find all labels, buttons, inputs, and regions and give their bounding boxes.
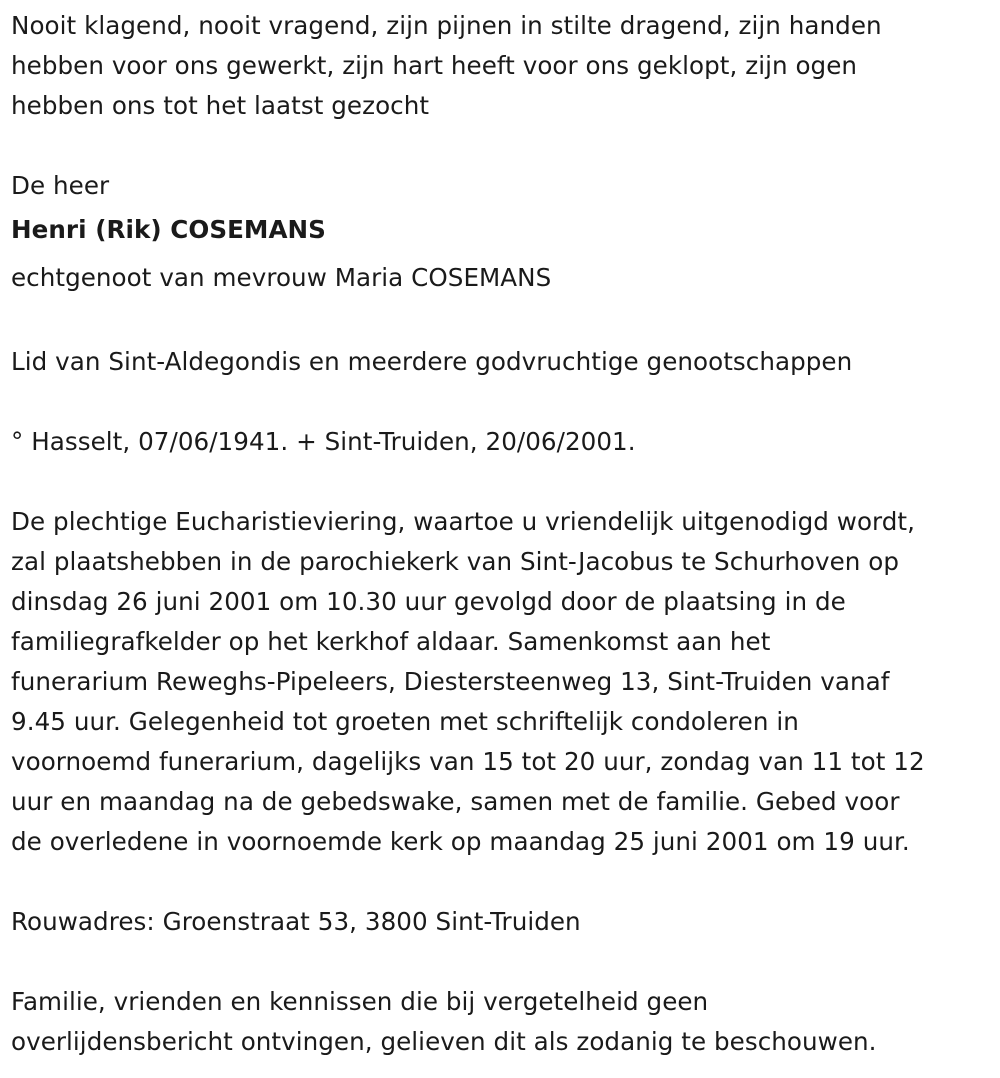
ceremony-line: familiegrafkelder op het kerkhof aldaar. Samenkomst aan het (11, 627, 771, 656)
closing-paragraph (11, 982, 990, 1062)
spouse-line: echtgenoot van mevrouw Maria COSEMANS (11, 263, 552, 292)
intro-line: hebben voor ons gewerkt, zijn hart heeft voor ons geklopt, zijn ogen (11, 51, 858, 80)
ceremony-line: De plechtige Eucharistieviering, waartoe u vriendelijk uitgenodigd wordt, (11, 507, 915, 536)
ceremony-line: zal plaatshebben in de parochiekerk van Sint-Jacobus te Schurhoven op (11, 547, 900, 576)
birth-death-line: ° Hasselt, 07/06/1941. + Sint-Truiden, 20/06/2001. (11, 427, 636, 456)
salutation: De heer (11, 171, 110, 200)
mourning-address: Rouwadres: Groenstraat 53, 3800 Sint-Truiden (11, 907, 581, 936)
spacer (11, 382, 990, 422)
ceremony-line: uur en maandag na de gebedswake, samen met de familie. Gebed voor (11, 787, 900, 816)
intro-verse (11, 6, 990, 126)
spacer (11, 302, 990, 342)
ceremony-line: voornoemd funerarium, dagelijks van 15 tot 20 uur, zondag van 11 tot 12 (11, 747, 925, 776)
closing-line: overlijdensbericht ontvingen, gelieven dit als zodanig te beschouwen. (11, 1027, 877, 1056)
spacer (11, 126, 990, 166)
intro-line: Nooit klagend, nooit vragend, zijn pijnen in stilte dragend, zijn handen (11, 11, 882, 40)
intro-line: hebben ons tot het laatst gezocht (11, 91, 430, 120)
spacer (11, 942, 990, 982)
closing-line: Familie, vrienden en kennissen die bij vergetelheid geen (11, 987, 709, 1016)
spacer (11, 862, 990, 902)
ceremony-line: de overledene in voornoemde kerk op maandag 25 juni 2001 om 19 uur. (11, 827, 910, 856)
ceremony-line: 9.45 uur. Gelegenheid tot groeten met schriftelijk condoleren in (11, 707, 799, 736)
ceremony-line: dinsdag 26 juni 2001 om 10.30 uur gevolgd door de plaatsing in de (11, 587, 846, 616)
spacer (11, 462, 990, 502)
ceremony-paragraph (11, 502, 990, 862)
deceased-name: Henri (Rik) COSEMANS (11, 215, 326, 244)
ceremony-line: funerarium Reweghs-Pipeleers, Diestersteenweg 13, Sint-Truiden vanaf (11, 667, 890, 696)
membership-line: Lid van Sint-Aldegondis en meerdere godvruchtige genootschappen (11, 347, 853, 376)
